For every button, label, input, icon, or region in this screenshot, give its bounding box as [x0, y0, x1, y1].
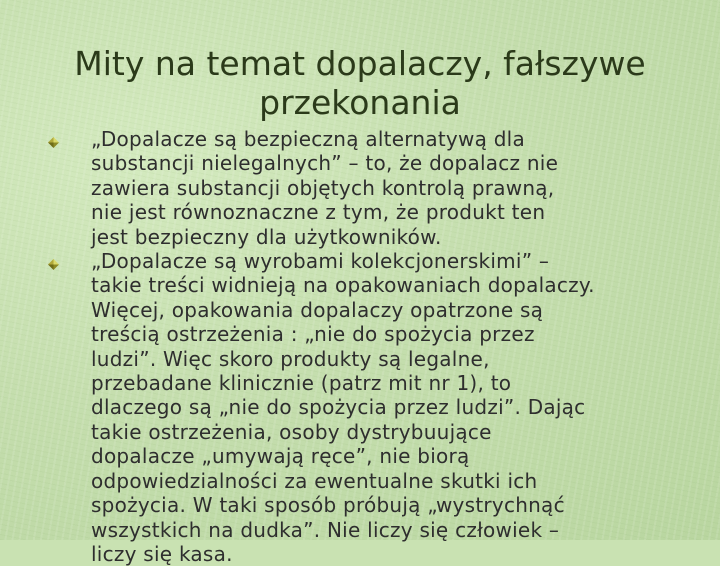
bullet-text-line: treścią ostrzeżenia : „nie do spożycia przez: [91, 322, 535, 347]
bullet-text-line: spożycia. W taki sposób próbują „wystrychnąć: [91, 493, 565, 518]
bullet-text-line: „Dopalacze są wyrobami kolekcjonerskimi” –: [91, 249, 550, 274]
bullet-text-line: przebadane klinicznie (patrz mit nr 1), to: [91, 371, 512, 396]
slide-title-line: przekonania: [259, 83, 461, 123]
bullet-text-line: takie ostrzeżenia, osoby dystrybuujące: [91, 419, 492, 444]
bullet-text: [91, 249, 698, 566]
bullet-text-line: dlaczego są „nie do spożycia przez ludzi”. Dając: [91, 395, 586, 420]
diamond-bullet-icon: [48, 259, 59, 270]
bullet-text-line: takie treści widnieją na opakowaniach dopalaczy.: [91, 273, 595, 298]
bullet-text-line: wszystkich na dudka”. Nie liczy się człowiek –: [91, 517, 560, 542]
bullet-text-line: nie jest równoznaczne z tym, że produkt ten: [91, 200, 546, 225]
bullet-text-line: odpowiedzialności za ewentualne skutki ich: [91, 468, 538, 493]
bullet-text-line: liczy się kasa.: [91, 541, 233, 566]
slide-title: [30, 44, 690, 122]
bullet-text-line: jest bezpieczny dla użytkowników.: [91, 224, 442, 249]
bullet-item: [48, 249, 698, 566]
bullet-list: [48, 127, 698, 566]
bullet-item: [48, 127, 698, 249]
bullet-text: [91, 127, 698, 249]
bullet-text-line: „Dopalacze są bezpieczną alternatywą dla: [91, 127, 525, 151]
bullet-text-line: ludzi”. Więc skoro produkty są legalne,: [91, 346, 490, 371]
slide-title-line: Mity na temat dopalaczy, fałszywe: [74, 44, 646, 84]
bullet-text-line: dopalacze „umywają ręce”, nie biorą: [91, 444, 470, 469]
diamond-bullet-icon: [48, 137, 59, 148]
bullet-text-line: substancji nielegalnych” – to, że dopalacz nie: [91, 151, 559, 176]
bullet-text-line: Więcej, opakowania dopalaczy opatrzone są: [91, 297, 544, 322]
bullet-text-line: zawiera substancji objętych kontrolą prawną,: [91, 175, 555, 200]
